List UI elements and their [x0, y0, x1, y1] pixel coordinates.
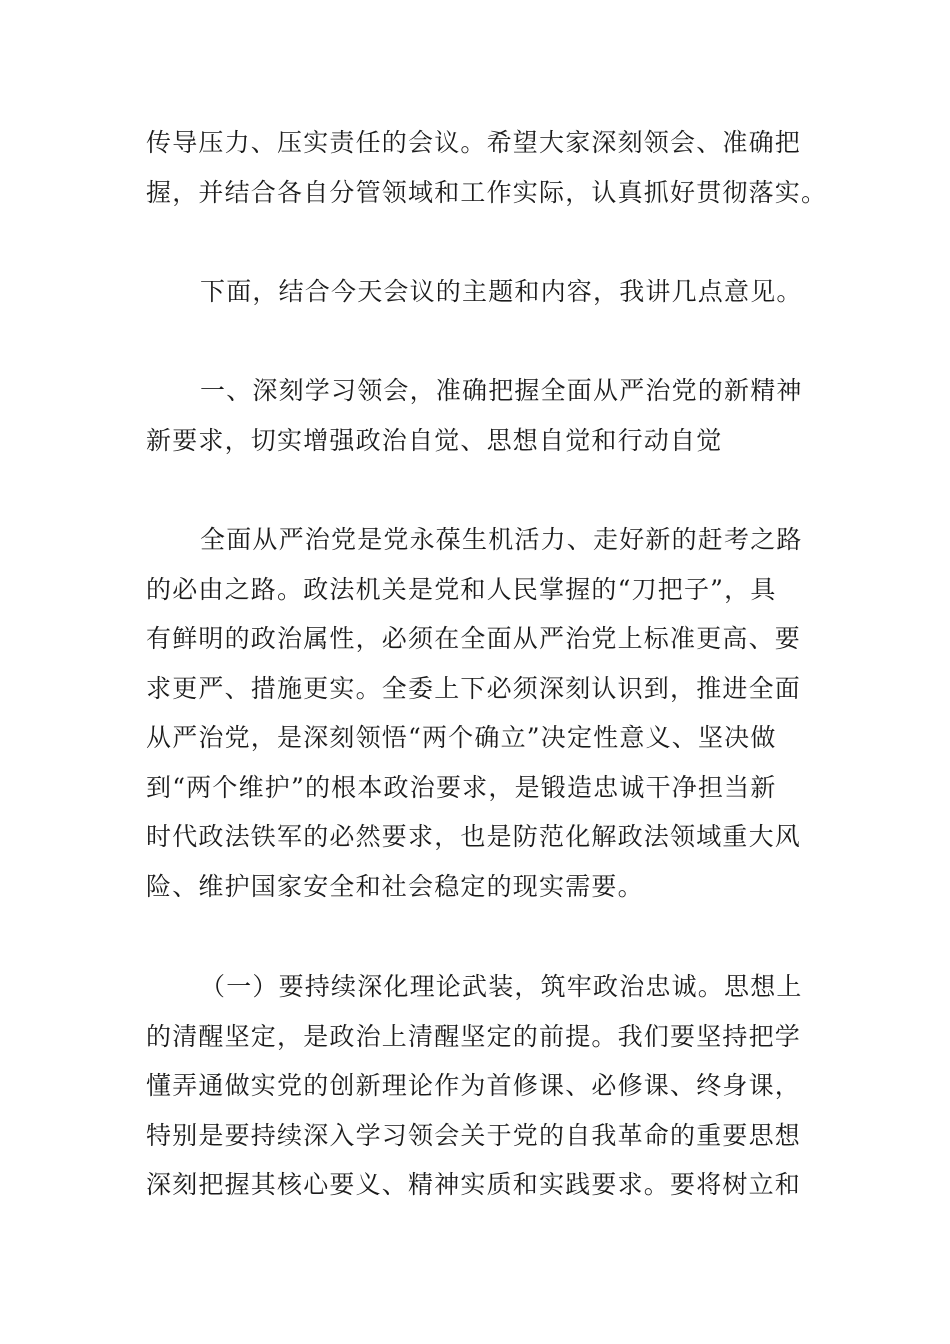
text-line: 下面，结合今天会议的主题和内容，我讲几点意见。: [200, 277, 803, 306]
text-line: 全面从严治党是党永葆生机活力、走好新的赶考之路: [200, 525, 803, 554]
text-line: 险、维护国家安全和社会稳定的现实需要。: [146, 871, 644, 901]
text-line: 懂弄通做实党的创新理论作为首修课、必修课、终身课，: [146, 1071, 802, 1100]
text-line: 一、深刻学习领会，准确把握全面从严治党的新精神: [200, 376, 803, 405]
text-line: 的清醒坚定，是政治上清醒坚定的前提。我们要坚持把学: [146, 1021, 802, 1051]
text-line: 时代政法铁军的必然要求，也是防范化解政法领域重大风: [146, 822, 802, 851]
paragraph-body-2: [146, 962, 806, 1210]
text-line: 到“两个维护”的根本政治要求，是锻造忠诚干净担当新: [146, 772, 777, 802]
text-line: 传导压力、压实责任的会议。希望大家深刻领会、准确把: [146, 128, 802, 157]
text-line: 深刻把握其核心要义、精神实质和实践要求。要将树立和: [146, 1170, 802, 1199]
text-line: 从严治党，是深刻领悟“两个确立”决定性意义、坚决做: [146, 723, 777, 752]
paragraph-intro: [146, 267, 806, 317]
section-heading-1: [146, 366, 806, 465]
paragraph-body-1: [146, 515, 806, 911]
text-line: 特别是要持续深入学习领会关于党的自我革命的重要思想: [146, 1120, 802, 1150]
text-line: （一）要持续深化理论武装，筑牢政治忠诚。思想上: [200, 972, 803, 1001]
text-line: 新要求，切实增强政治自觉、思想自觉和行动自觉: [146, 425, 723, 455]
paragraph-continuation: [146, 118, 828, 217]
text-line: 的必由之路。政法机关是党和人民掌握的“刀把子”，具: [146, 574, 777, 604]
text-line: 求更严、措施更实。全委上下必须深刻认识到，推进全面: [146, 673, 802, 703]
text-line: 有鲜明的政治属性，必须在全面从严治党上标准更高、要: [146, 624, 802, 653]
text-line: 握，并结合各自分管领域和工作实际，认真抓好贯彻落实。: [146, 177, 828, 207]
